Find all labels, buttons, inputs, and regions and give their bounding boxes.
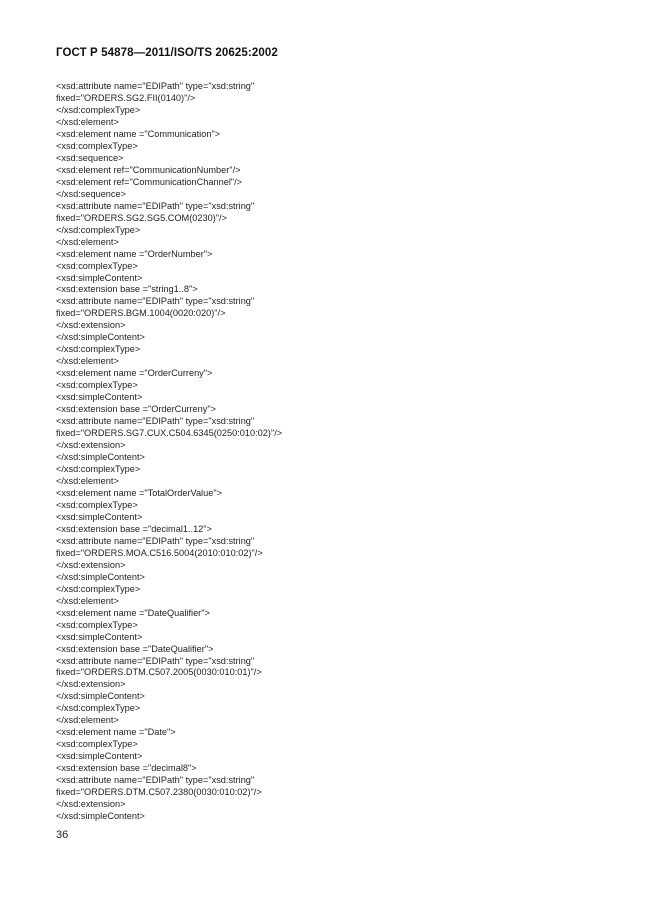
code-line: <xsd:complexType> xyxy=(56,499,138,510)
code-line: </xsd:element> xyxy=(56,715,119,726)
code-line: <xsd:simpleContent> xyxy=(56,272,143,283)
code-line: <xsd:attribute name="EDIPath" type="xsd:string" xyxy=(56,200,255,211)
code-line: <xsd:simpleContent> xyxy=(56,392,143,403)
code-line: <xsd:attribute name="EDIPath" type="xsd:string" xyxy=(56,416,255,427)
code-line: <xsd:sequence> xyxy=(56,152,124,163)
document-header: ГОСТ Р 54878—2011/ISO/TS 20625:2002 xyxy=(56,47,278,59)
code-line: <xsd:element name ="Communication"> xyxy=(56,128,221,139)
code-line: <xsd:extension base ="DateQualifier"> xyxy=(56,643,214,654)
code-line: <xsd:complexType> xyxy=(56,380,138,391)
code-line: <xsd:extension base ="decimal8"> xyxy=(56,763,197,774)
code-line: <xsd:element ref="CommunicationChannel"/> xyxy=(56,176,243,187)
code-line: <xsd:attribute name="EDIPath" type="xsd:string" xyxy=(56,775,255,786)
code-line: <xsd:attribute name="EDIPath" type="xsd:string" xyxy=(56,655,255,666)
code-line: <xsd:simpleContent> xyxy=(56,631,143,642)
code-line: fixed="ORDERS.SG2.FII(0140)"/> xyxy=(56,92,196,103)
code-line: </xsd:complexType> xyxy=(56,104,141,115)
code-line: <xsd:attribute name="EDIPath" type="xsd:string" xyxy=(56,296,255,307)
code-line: </xsd:complexType> xyxy=(56,464,141,474)
code-line: </xsd:element> xyxy=(56,236,119,247)
code-line: fixed="ORDERS.DTM.C507.2380(0030:010:02)"/> xyxy=(56,787,262,798)
code-line: </xsd:extension> xyxy=(56,559,126,570)
code-line: <xsd:complexType> xyxy=(56,619,138,630)
code-line: fixed="ORDERS.SG2.SG5.COM(0230)"/> xyxy=(56,212,227,223)
code-line: <xsd:complexType> xyxy=(56,739,138,750)
code-line: </xsd:simpleContent> xyxy=(56,691,145,702)
code-line: fixed="ORDERS.DTM.C507.2005(0030:010:01)"/> xyxy=(56,667,262,678)
code-line: <xsd:extension base ="decimal1..12"> xyxy=(56,523,212,534)
code-line: </xsd:simpleContent> xyxy=(56,571,145,582)
code-line: fixed="ORDERS.MOA.C516.5004(2010:010:02)"/> xyxy=(56,547,263,558)
code-line: </xsd:simpleContent> xyxy=(56,452,145,463)
code-line: <xsd:element name ="DateQualifier"> xyxy=(56,607,210,618)
code-line: </xsd:complexType> xyxy=(56,344,141,355)
code-line: </xsd:extension> xyxy=(56,679,126,690)
code-line: <xsd:simpleContent> xyxy=(56,511,143,522)
code-line: fixed="ORDERS.SG7.CUX.C504.6345(0250:010:02)"/> xyxy=(56,428,283,439)
code-line: </xsd:element> xyxy=(56,475,119,486)
code-line: </xsd:simpleContent> xyxy=(56,811,145,822)
code-line: </xsd:extension> xyxy=(56,320,126,331)
code-line: </xsd:element> xyxy=(56,595,119,606)
code-line: <xsd:element name ="Date"> xyxy=(56,727,176,738)
code-line: fixed="ORDERS.BGM.1004(0020:020)"/> xyxy=(56,308,226,319)
code-line: </xsd:simpleContent> xyxy=(56,332,145,343)
code-line: <xsd:element name ="TotalOrderValue"> xyxy=(56,487,222,498)
code-line: <xsd:element name ="OrderCurreny"> xyxy=(56,368,213,379)
code-line: <xsd:extension base ="string1..8"> xyxy=(56,284,198,295)
page-number: 36 xyxy=(56,829,69,841)
code-line: <xsd:attribute name="EDIPath" type="xsd:string" xyxy=(56,81,255,91)
code-line: </xsd:element> xyxy=(56,356,119,367)
code-line: </xsd:complexType> xyxy=(56,224,141,235)
code-line: <xsd:element ref="CommunicationNumber"/> xyxy=(56,164,241,175)
code-line: </xsd:complexType> xyxy=(56,703,141,714)
code-line: </xsd:extension> xyxy=(56,799,126,810)
xsd-code-listing xyxy=(56,81,282,823)
code-line: </xsd:extension> xyxy=(56,440,126,451)
code-line: <xsd:extension base ="OrderCurreny"> xyxy=(56,404,216,415)
code-line: </xsd:element> xyxy=(56,116,119,127)
code-line: <xsd:attribute name="EDIPath" type="xsd:string" xyxy=(56,535,255,546)
code-line: </xsd:sequence> xyxy=(56,188,126,199)
code-line: <xsd:complexType> xyxy=(56,260,138,271)
code-line: <xsd:complexType> xyxy=(56,140,138,151)
code-line: <xsd:simpleContent> xyxy=(56,751,143,762)
code-line: </xsd:complexType> xyxy=(56,583,141,594)
code-line: <xsd:element name ="OrderNumber"> xyxy=(56,248,213,259)
